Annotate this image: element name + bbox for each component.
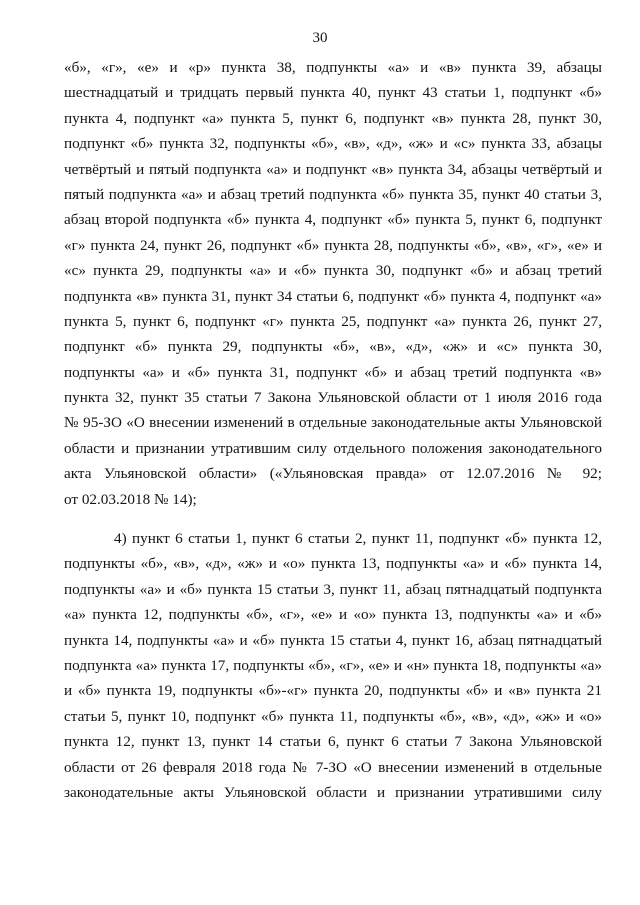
- text-line: абзац второй подпункта «б» пункта 4, подпункт «б» пункта 5, пункт 6, подпункт: [64, 211, 602, 229]
- text-line: статьи 5, пункт 10, подпункт «б» пункта 11, подпункты «б», «в», «д», «ж» и «о»: [64, 707, 602, 725]
- text-line: подпункт «б» пункта 29, подпункты «б», «в», «д», «ж» и «с» пункта 30,: [64, 338, 602, 356]
- text-line: подпункты «а» и «б» пункта 31, подпункт «б» и абзац третий подпункта «в»: [64, 363, 602, 381]
- paragraph-item-4: [64, 526, 602, 805]
- text-line: «б», «г», «е» и «р» пункта 38, подпункты «а» и «в» пункта 39, абзацы: [64, 59, 602, 76]
- text-line: пункта 5, пункт 6, подпункт «г» пункта 25, подпункт «а» пункта 26, пункт 27,: [64, 312, 602, 330]
- text-line: области и признании утратившим силу отдельного положения законодательного: [64, 439, 602, 457]
- text-line: «а» пункта 12, подпункты «б», «г», «е» и «о» пункта 13, подпункты «а» и «б»: [64, 606, 602, 624]
- text-line: «г» пункта 24, пункт 26, подпункт «б» пункта 28, подпункты «б», «в», «г», «е» и: [64, 236, 602, 254]
- text-line: акта Ульяновской области» («Ульяновская правда» от 12.07.2016 № 92;: [64, 465, 602, 483]
- text-line: подпункт «б» пункта 32, подпункты «б», «в», «д», «ж» и «с» пункта 33, абзацы: [64, 135, 602, 153]
- text-line: области от 26 февраля 2018 года № 7-ЗО «О внесении изменений в отдельные: [64, 758, 602, 776]
- text-line: подпункта «а» пункта 17, подпункты «б», «г», «е» и «н» пункта 18, подпункты «а»: [64, 656, 602, 674]
- text-line: и «б» пункта 19, подпункты «б»-«г» пункта 20, подпункты «б» и «в» пункта 21: [64, 682, 602, 700]
- text-line: подпункта «в» пункта 31, пункт 34 статьи 6, подпункт «б» пункта 4, подпункт «а»: [64, 287, 602, 305]
- text-line: «с» пункта 29, подпункты «а» и «б» пункта 30, подпункт «б» и абзац третий: [64, 262, 602, 280]
- text-line: четвёртый и пятый подпункта «а» и подпункт «в» пункта 34, абзацы четвёртый и: [64, 160, 602, 178]
- text-line: пятый подпункта «а» и абзац третий подпункта «б» пункта 35, пункт 40 статьи 3,: [64, 185, 602, 203]
- text-line: шестнадцатый и тридцать первый пункта 40, пункт 43 статьи 1, подпункт «б»: [64, 84, 602, 102]
- text-line: от 02.03.2018 № 14);: [64, 490, 197, 508]
- text-line: законодательные акты Ульяновской области и признании утратившими силу: [64, 783, 602, 801]
- text-line: пункта 12, пункт 13, пункт 14 статьи 6, пункт 6 статьи 7 Закона Ульяновской: [64, 733, 602, 751]
- page-number: 30: [312, 30, 328, 46]
- text-line: подпункты «б», «в», «д», «ж» и «о» пункта 13, подпункты «а» и «б» пункта 14,: [64, 555, 602, 573]
- text-line: пункта 32, пункт 35 статьи 7 Закона Ульяновской области от 1 июля 2016 года: [64, 389, 602, 407]
- paragraph-continuation: [64, 55, 602, 512]
- text-line: № 95-ЗО «О внесении изменений в отдельные законодательные акты Ульяновской: [64, 414, 602, 432]
- text-line: подпункты «а» и «б» пункта 15 статьи 3, пункт 11, абзац пятнадцатый подпункта: [64, 580, 602, 598]
- text-line: пункта 14, подпункты «а» и «б» пункта 15 статьи 4, пункт 16, абзац пятнадцатый: [64, 631, 602, 649]
- text-line: 4) пункт 6 статьи 1, пункт 6 статьи 2, пункт 11, подпункт «б» пункта 12,: [114, 530, 602, 547]
- text-line: пункта 4, подпункт «а» пункта 5, пункт 6, подпункт «в» пункта 28, пункт 30,: [64, 109, 602, 127]
